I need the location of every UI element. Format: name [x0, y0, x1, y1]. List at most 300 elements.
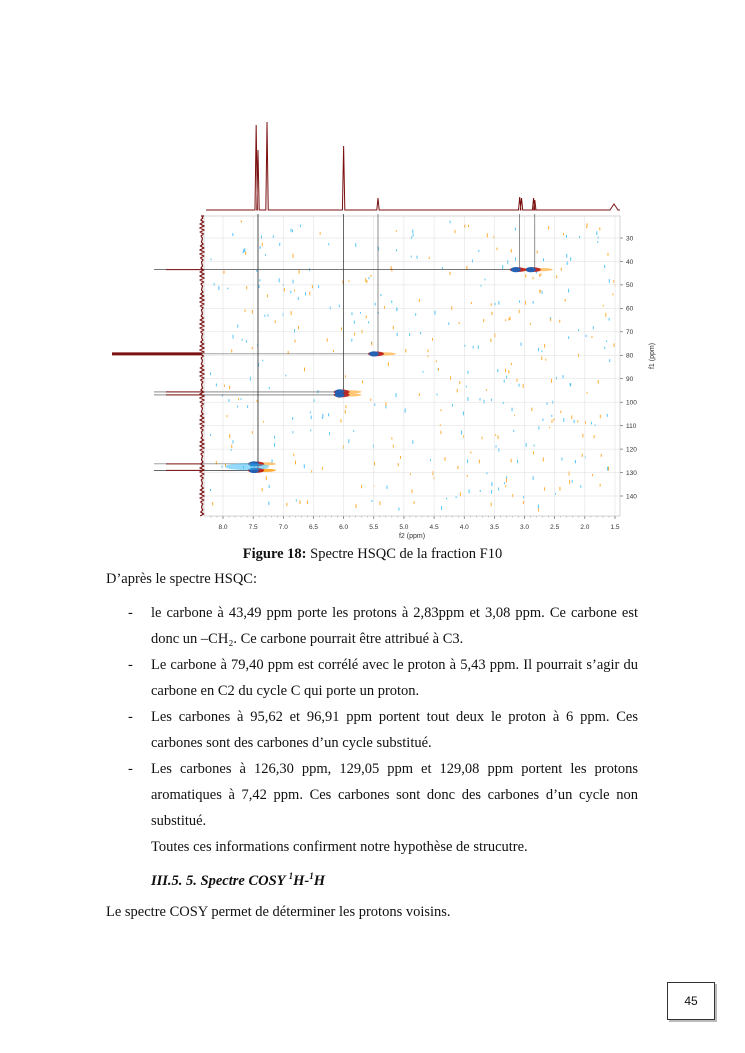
- noise-speck: [515, 257, 516, 260]
- noise-speck: [480, 398, 481, 401]
- noise-speck: [427, 356, 428, 358]
- noise-speck: [259, 279, 260, 281]
- noise-speck: [286, 503, 287, 506]
- noise-speck: [597, 241, 598, 243]
- noise-speck: [484, 400, 485, 404]
- y-tick-label: 40: [626, 258, 634, 266]
- noise-speck: [513, 430, 514, 432]
- bullet-dash: -: [128, 605, 133, 621]
- noise-speck: [461, 431, 462, 435]
- intro-paragraph: D’après le spectre HSQC:: [106, 571, 257, 587]
- noise-speck: [539, 290, 540, 294]
- noise-speck: [561, 268, 562, 271]
- noise-speck: [440, 424, 441, 426]
- noise-speck: [448, 322, 449, 325]
- noise-speck: [614, 343, 615, 347]
- noise-speck: [512, 408, 513, 412]
- noise-speck: [593, 326, 594, 329]
- noise-speck: [480, 490, 481, 492]
- noise-speck: [505, 319, 506, 321]
- noise-speck: [533, 476, 534, 480]
- noise-speck: [353, 430, 354, 432]
- cosy-paragraph: Le spectre COSY permet de déterminer les protons voisins.: [106, 904, 451, 920]
- bullet-text: Les carbones à 126,30 ppm, 129,05 ppm et 129,08 ppm portent les protons aromatiques à 7,42 ppm. Ces carbones sont donc des carbones d’un cycle non substitué.: [151, 761, 638, 829]
- noise-speck: [252, 347, 253, 349]
- noise-speck: [423, 371, 424, 373]
- noise-speck: [511, 459, 512, 463]
- noise-speck: [551, 420, 552, 423]
- noise-speck: [491, 399, 492, 401]
- noise-speck: [328, 413, 329, 416]
- noise-speck: [539, 274, 540, 277]
- noise-speck: [541, 356, 542, 360]
- noise-speck: [400, 456, 401, 459]
- noise-speck: [385, 405, 386, 408]
- noise-speck: [398, 463, 399, 466]
- noise-speck: [374, 462, 375, 466]
- noise-speck: [284, 288, 285, 291]
- x-tick-label: 3.5: [489, 524, 499, 531]
- noise-speck: [285, 375, 286, 377]
- bullet-text: Le carbone à 79,40 ppm est corrélé avec le proton à 5,43 ppm. Il pourrait s’agir du carbone en C2 du cycle C qui porte un proton.: [151, 657, 638, 699]
- noise-speck: [362, 380, 363, 383]
- noise-speck: [591, 422, 592, 425]
- noise-speck: [542, 419, 543, 421]
- noise-speck: [523, 496, 524, 498]
- noise-speck: [563, 418, 564, 422]
- noise-speck: [512, 494, 513, 497]
- noise-speck: [264, 315, 265, 317]
- noise-speck: [305, 292, 306, 295]
- noise-speck: [578, 329, 579, 331]
- noise-speck: [246, 340, 247, 342]
- noise-speck: [322, 467, 323, 470]
- noise-speck: [504, 482, 505, 484]
- x-tick-label: 4.5: [429, 524, 439, 531]
- noise-speck: [341, 327, 342, 330]
- noise-speck: [545, 359, 546, 361]
- noise-speck: [607, 253, 608, 256]
- noise-speck: [354, 333, 355, 336]
- noise-speck: [472, 260, 473, 263]
- y-tick-label: 70: [626, 329, 634, 337]
- noise-speck: [561, 458, 562, 461]
- noise-speck: [290, 291, 291, 294]
- noise-speck: [506, 478, 507, 482]
- noise-speck: [466, 386, 467, 388]
- noise-speck: [542, 291, 543, 294]
- noise-speck: [560, 411, 561, 413]
- noise-speck: [571, 415, 572, 419]
- noise-speck: [371, 342, 372, 346]
- noise-speck: [436, 394, 437, 396]
- noise-speck: [384, 306, 385, 309]
- noise-speck: [430, 459, 431, 461]
- noise-speck: [609, 279, 610, 283]
- noise-speck: [242, 339, 243, 341]
- noise-speck: [531, 408, 532, 412]
- noise-speck: [274, 436, 275, 439]
- correlation-guides: [154, 214, 535, 470]
- noise-speck: [366, 280, 367, 283]
- noise-speck: [355, 243, 356, 247]
- noise-speck: [444, 457, 445, 461]
- noise-speck: [464, 345, 465, 347]
- x-tick-label: 5.0: [399, 524, 409, 531]
- y-tick-label: 80: [626, 352, 634, 360]
- noise-speck: [460, 492, 461, 496]
- noise-speck: [454, 230, 455, 233]
- noise-speck: [351, 339, 352, 342]
- hsqc-peak: [369, 351, 379, 356]
- noise-speck: [505, 369, 506, 372]
- noise-speck: [247, 405, 248, 408]
- x-tick-label: 2.0: [580, 524, 590, 531]
- bullet-dash: -: [128, 709, 133, 725]
- noise-speck: [409, 333, 410, 336]
- noise-speck: [231, 445, 232, 448]
- noise-speck: [224, 385, 225, 387]
- noise-speck: [587, 392, 588, 394]
- noise-speck: [294, 290, 295, 292]
- noise-speck: [565, 299, 566, 302]
- noise-speck: [563, 233, 564, 235]
- noise-speck: [478, 345, 479, 349]
- y-tick-label: 130: [626, 469, 637, 477]
- noise-speck: [243, 249, 244, 252]
- noise-speck: [496, 445, 497, 447]
- noise-speck: [368, 277, 369, 279]
- noise-speck: [543, 457, 544, 461]
- noise-speck: [298, 297, 299, 300]
- noise-speck: [523, 501, 524, 504]
- noise-speck: [296, 499, 297, 501]
- noise-speck: [267, 314, 268, 316]
- noise-speck: [556, 377, 557, 379]
- noise-speck: [580, 485, 581, 487]
- noise-speck: [411, 256, 412, 258]
- noise-speck: [263, 421, 264, 423]
- interpretation-list: [106, 600, 638, 860]
- x-tick-label: 1.5: [610, 524, 620, 531]
- noise-speck: [550, 318, 551, 321]
- x-tick-label: 4.0: [459, 524, 469, 531]
- x-tick-label: 7.0: [278, 524, 288, 531]
- section-heading-prefix: III.5. 5. Spectre COSY: [151, 872, 289, 889]
- figure-caption-label: Figure 18:: [242, 546, 307, 562]
- noise-speck: [566, 254, 567, 258]
- noise-speck: [238, 398, 239, 400]
- noise-speck: [241, 398, 242, 400]
- noise-speck: [345, 375, 346, 377]
- noise-speck: [606, 340, 607, 342]
- noise-speck: [262, 243, 263, 246]
- list-item: [106, 600, 638, 652]
- noise-speck: [211, 258, 212, 260]
- noise-speck: [533, 451, 534, 454]
- noise-speck: [218, 286, 219, 290]
- noise-speck: [506, 476, 507, 478]
- noise-speck: [605, 313, 606, 317]
- noise-speck: [410, 473, 411, 475]
- noise-speck: [411, 236, 412, 239]
- noise-speck: [252, 310, 253, 314]
- y-tick-label: 30: [626, 235, 634, 243]
- noise-speck: [262, 360, 263, 362]
- noise-speck: [547, 403, 548, 405]
- noise-speck: [288, 351, 289, 354]
- noise-speck: [470, 451, 471, 453]
- axis-ticks: [211, 235, 637, 531]
- noise-speck: [466, 266, 467, 270]
- list-item: [106, 652, 638, 704]
- noise-speck: [469, 489, 470, 493]
- noise-speck: [569, 480, 570, 484]
- noise-speck: [300, 225, 301, 228]
- noise-speck: [613, 280, 614, 283]
- noise-speck: [272, 459, 273, 463]
- noise-speck: [311, 416, 312, 419]
- noise-speck: [582, 434, 583, 438]
- y-tick-label: 120: [626, 446, 637, 454]
- noise-speck: [397, 333, 398, 336]
- noise-speck: [292, 229, 293, 232]
- noise-speck: [380, 294, 381, 296]
- noise-speck: [517, 379, 518, 382]
- noise-speck: [491, 503, 492, 507]
- noise-speck: [504, 380, 505, 383]
- noise-speck: [551, 379, 552, 383]
- noise-speck: [609, 318, 610, 321]
- noise-speck: [525, 274, 526, 277]
- x-tick-label: 6.0: [339, 524, 349, 531]
- noise-speck: [393, 326, 394, 329]
- noise-speck: [360, 312, 361, 314]
- noise-speck: [310, 429, 311, 431]
- noise-speck: [534, 445, 535, 447]
- noise-speck: [279, 243, 280, 246]
- noise-speck: [294, 329, 295, 333]
- noise-speck: [393, 445, 394, 448]
- noise-speck: [607, 414, 608, 417]
- noise-speck: [291, 311, 292, 315]
- noise-speck: [486, 472, 487, 474]
- noise-speck: [330, 307, 331, 310]
- noise-speck: [594, 435, 595, 438]
- noise-speck: [216, 384, 217, 387]
- noise-speck: [231, 349, 232, 352]
- conclusion-text: Toutes ces informations confirment notre hypothèse de strucutre.: [151, 839, 528, 855]
- noise-speck: [436, 360, 437, 362]
- noise-speck: [396, 230, 397, 232]
- noise-speck: [612, 293, 613, 295]
- noise-speck: [525, 301, 526, 305]
- noise-speck: [322, 414, 323, 418]
- noise-speck: [507, 260, 508, 264]
- noise-speck: [351, 312, 352, 315]
- noise-speck: [490, 339, 491, 342]
- noise-speck: [511, 363, 512, 365]
- noise-speck: [471, 302, 472, 304]
- f1-baseline: [200, 216, 204, 516]
- noise-speck: [600, 415, 601, 419]
- noise-speck: [293, 454, 294, 457]
- noise-speck: [432, 338, 433, 341]
- noise-speck: [540, 273, 541, 276]
- y-tick-label: 90: [626, 376, 634, 384]
- section-heading: [151, 871, 325, 890]
- noise-speck: [440, 431, 441, 434]
- noise-speck: [452, 404, 453, 407]
- noise-speck: [428, 349, 429, 352]
- bullet-text: Les carbones à 95,62 et 96,91 ppm portent tout deux le proton à 6 ppm. Ces carbones sont des carbones d’un cycle substitué.: [151, 709, 638, 751]
- noise-speck: [596, 231, 597, 235]
- noise-speck: [229, 434, 230, 438]
- noise-speck: [318, 285, 319, 288]
- noise-speck: [405, 349, 406, 352]
- x-axis-label: f2 (ppm): [398, 533, 426, 540]
- noise-speck: [279, 278, 280, 282]
- noise-speck: [491, 484, 492, 486]
- noise-speck: [533, 301, 534, 304]
- noise-speck: [290, 229, 291, 232]
- noise-speck: [538, 426, 539, 429]
- peak-smear: [225, 463, 269, 470]
- noise-speck: [267, 294, 268, 297]
- bullet-dash: -: [128, 657, 133, 673]
- noise-speck: [450, 272, 451, 275]
- noise-speck: [492, 312, 493, 315]
- noise-speck: [329, 432, 330, 435]
- noise-speck: [299, 270, 300, 274]
- noise-speck: [262, 488, 263, 491]
- noise-speck: [530, 323, 531, 325]
- section-sup-1: 1: [288, 871, 294, 881]
- noise-speck: [327, 338, 328, 341]
- y-tick-label: 50: [626, 282, 634, 290]
- noise-speck: [415, 313, 416, 316]
- noise-speck: [467, 475, 468, 477]
- figure-caption-text: Spectre HSQC de la fraction F10: [310, 546, 503, 562]
- noise-speck: [379, 501, 380, 505]
- noise-speck: [273, 236, 274, 239]
- x-tick-label: 8.0: [218, 524, 228, 531]
- noise-speck: [568, 336, 569, 339]
- noise-speck: [237, 406, 238, 408]
- noise-speck: [214, 283, 215, 286]
- noise-speck: [274, 443, 275, 447]
- noise-speck: [348, 439, 349, 443]
- noise-speck: [599, 227, 600, 230]
- noise-speck: [609, 359, 610, 362]
- noise-speck: [468, 225, 469, 227]
- noise-speck: [252, 431, 253, 434]
- section-h-2: H: [313, 872, 326, 889]
- noise-speck: [233, 335, 234, 339]
- noise-speck: [370, 275, 371, 277]
- noise-speck: [292, 417, 293, 420]
- noise-speck: [555, 493, 556, 495]
- bullet-dash: -: [128, 761, 133, 777]
- x-tick-label: 5.5: [369, 524, 379, 531]
- noise-speck: [595, 424, 596, 426]
- noise-speck: [259, 285, 260, 288]
- noise-speck: [210, 434, 211, 436]
- noise-speck: [526, 443, 527, 447]
- noise-speck: [266, 476, 267, 480]
- noise-speck: [221, 465, 222, 467]
- noise-speck: [600, 484, 601, 487]
- noise-speck: [519, 384, 520, 387]
- noise-speck: [537, 251, 538, 254]
- noise-speck: [604, 265, 605, 268]
- noise-speck: [495, 303, 496, 305]
- noise-speck: [567, 261, 568, 265]
- noise-speck: [456, 496, 457, 498]
- noise-speck: [361, 485, 362, 488]
- noise-speck: [603, 305, 604, 307]
- noise-speck: [370, 398, 371, 400]
- section-sup-2: 1: [309, 871, 314, 881]
- noise-speck: [441, 409, 442, 411]
- noise-speck: [268, 501, 269, 505]
- noise-speck: [374, 403, 375, 405]
- noise-speck: [508, 318, 509, 321]
- noise-speck: [487, 233, 488, 237]
- noise-speck: [553, 418, 554, 420]
- noise-speck: [533, 277, 534, 280]
- noise-speck: [391, 300, 392, 303]
- noise-speck: [559, 320, 560, 323]
- noise-speck: [570, 383, 571, 386]
- noise-speck: [419, 299, 420, 302]
- noise-speck: [441, 506, 442, 510]
- noise-speck: [577, 420, 578, 422]
- noise-speck: [265, 254, 266, 256]
- noise-speck: [538, 505, 539, 509]
- noise-speck: [491, 303, 492, 305]
- noise-speck: [450, 221, 451, 224]
- noise-speck: [310, 411, 311, 413]
- noise-speck: [572, 480, 573, 483]
- noise-speck: [237, 325, 238, 328]
- noise-speck: [438, 368, 439, 371]
- y-tick-label: 110: [626, 422, 637, 430]
- noise-speck: [473, 346, 474, 349]
- noise-speck: [498, 301, 499, 305]
- noise-speck: [309, 292, 310, 295]
- noise-speck: [304, 464, 305, 468]
- noise-speck: [412, 230, 413, 234]
- noise-speck: [371, 500, 372, 502]
- noise-speck: [519, 300, 520, 302]
- noise-speck: [256, 270, 257, 272]
- noise-speck: [244, 248, 245, 252]
- noise-speck: [498, 487, 499, 490]
- noise-speck: [591, 336, 592, 338]
- noise-speck: [398, 508, 399, 511]
- noise-speck: [505, 485, 506, 487]
- noise-speck: [559, 487, 560, 491]
- noise-speck: [549, 427, 550, 429]
- noise-speck: [538, 348, 539, 352]
- noise-speck: [479, 460, 480, 464]
- noise-speck: [517, 460, 518, 463]
- noise-speck: [345, 410, 346, 414]
- noise-speck: [413, 234, 414, 237]
- noise-speck: [228, 399, 229, 402]
- noise-speck: [485, 279, 486, 281]
